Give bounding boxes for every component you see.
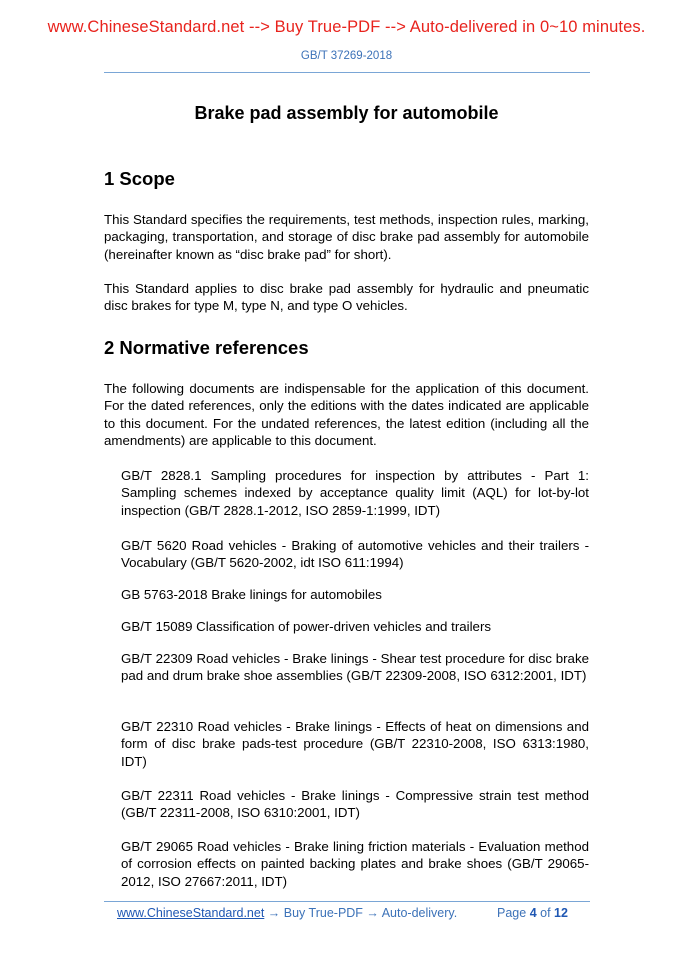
page-total: 12 xyxy=(554,906,568,920)
page-label: Page xyxy=(497,906,527,920)
footer-site-link[interactable]: www.ChineseStandard.net xyxy=(117,906,265,920)
reference-item: GB/T 2828.1 Sampling procedures for inspection by attributes - Part 1: Sampling schemes indexed by acceptance quality limit (AQL) for lot-by-lot inspection (GB/T 2828.1-2012, ISO 2859-1:1999, IDT) xyxy=(121,468,589,518)
footer-divider xyxy=(104,901,590,902)
document-title: Brake pad assembly for automobile xyxy=(194,103,499,123)
scope-paragraph-2: This Standard applies to disc brake pad assembly for hydraulic and pneumatic disc brakes for type M, type N, and type O vehicles. xyxy=(104,281,589,314)
section-heading-scope: 1 Scope xyxy=(104,168,175,189)
scope-paragraph-1: This Standard specifies the requirements, test methods, inspection rules, marking, packaging, transportation, and storage of disc brake pad assembly for automobile (hereinafter known as “disc brake pad” for short). xyxy=(104,212,589,262)
normative-intro-paragraph: The following documents are indispensable for the application of this document. For the dated references, only the editions with the dates indicated are applicable to this document. For the undated references, the latest edition (including all the amendments) are applicable to this document. xyxy=(104,381,589,448)
page-indicator xyxy=(497,906,568,920)
footer-trail: → Buy True-PDF → Auto-delivery. xyxy=(264,906,458,920)
page-current: 4 xyxy=(529,906,537,920)
reference-item: GB/T 22309 Road vehicles - Brake linings - Shear test procedure for disc brake pad and drum brake shoe assemblies (GB/T 22309-2008, ISO 6312:2001, IDT) xyxy=(121,651,589,684)
header-divider xyxy=(104,72,590,73)
section-heading-normative-references: 2 Normative references xyxy=(104,337,309,358)
reference-item: GB 5763-2018 Brake linings for automobiles xyxy=(121,587,382,602)
standard-number: GB/T 37269-2018 xyxy=(300,50,393,62)
reference-item: GB/T 15089 Classification of power-driven vehicles and trailers xyxy=(121,619,492,634)
reference-item: GB/T 22311 Road vehicles - Brake linings - Compressive strain test method (GB/T 22311-2008, ISO 6310:2001, IDT) xyxy=(121,788,589,821)
site-banner[interactable]: www.ChineseStandard.net --> Buy True-PDF --> Auto-delivered in 0~10 minutes. xyxy=(47,18,646,36)
reference-item: GB/T 29065 Road vehicles - Brake lining friction materials - Evaluation method of corrosion effects on painted backing plates and brake shoes (GB/T 29065-2012, ISO 27667:2011, IDT) xyxy=(121,839,589,889)
reference-item: GB/T 22310 Road vehicles - Brake linings - Effects of heat on dimensions and form of disc brake pads-test procedure (GB/T 22310-2008, ISO 6313:1980, IDT) xyxy=(121,719,589,769)
page-footer xyxy=(117,906,568,920)
reference-item: GB/T 5620 Road vehicles - Braking of automotive vehicles and their trailers - Vocabulary (GB/T 5620-2002, idt ISO 611:1994) xyxy=(121,538,589,571)
page-of: of xyxy=(540,906,551,920)
